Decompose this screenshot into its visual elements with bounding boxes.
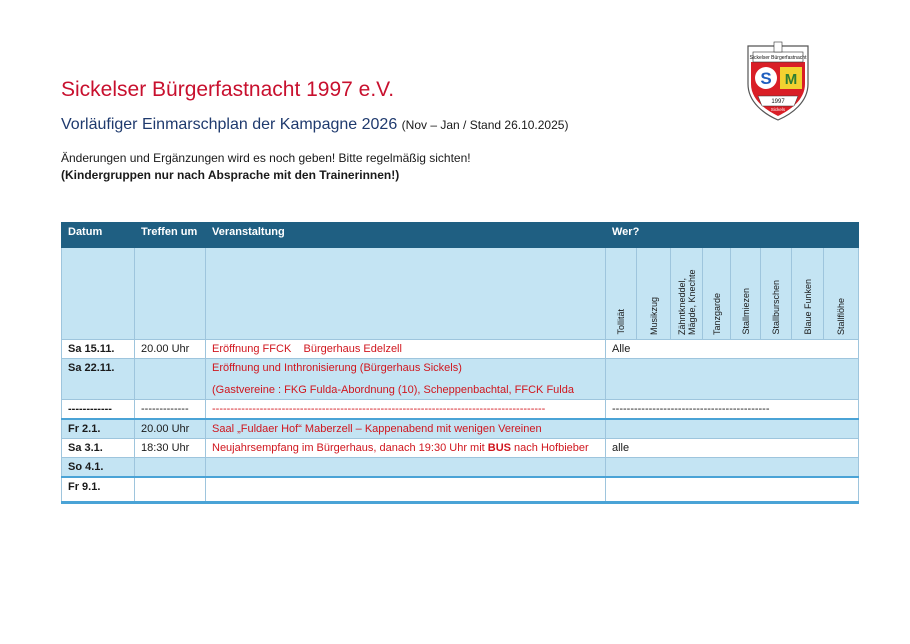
logo-bottom-text: Sickels: [770, 107, 786, 112]
row-event: [206, 458, 606, 478]
subtitle-text: Vorläufiger Einmarschplan der Kampagne 2026: [61, 116, 398, 133]
row-time: [135, 359, 206, 400]
subtitle-note: (Nov – Jan / Stand 26.10.2025): [401, 118, 569, 132]
row-event: -------------------------------------------------------------------------------------------: [206, 400, 606, 420]
table-row: [62, 400, 859, 420]
row-who: alle: [606, 439, 859, 458]
empty-cell: [206, 248, 606, 340]
info-line-2: (Kindergruppen nur nach Absprache mit den Trainerinnen!): [61, 168, 400, 182]
logo-letter-left: S: [760, 69, 772, 88]
group-blaue-funken: [792, 248, 824, 340]
header-veranstaltung: Veranstaltung: [206, 223, 606, 248]
group-label: Zähntkneddel, Mägde, Knechte: [676, 269, 697, 335]
group-tanzgarde: [703, 248, 731, 340]
row-time: [135, 477, 206, 503]
empty-cell: [135, 248, 206, 340]
table-row: [62, 458, 859, 478]
row-who: [606, 359, 859, 400]
row-date: Fr 9.1.: [62, 477, 135, 503]
group-tollitaet: [606, 248, 637, 340]
group-musikzug: [637, 248, 671, 340]
table-header-row: [62, 223, 859, 248]
row-date: Fr 2.1.: [62, 419, 135, 439]
logo-year: 1997: [771, 99, 785, 105]
row-time: 18:30 Uhr: [135, 439, 206, 458]
row-event-after: nach Hofbieber: [511, 442, 589, 454]
row-time: [135, 458, 206, 478]
group-stallburschen: [761, 248, 792, 340]
group-zaehntkneddel: [671, 248, 703, 340]
group-label: Stallflöhe: [836, 297, 847, 335]
group-label: Tollität: [616, 309, 626, 335]
schedule-table: [61, 222, 859, 504]
row-time: 20.00 Uhr: [135, 419, 206, 439]
table-row: [62, 439, 859, 458]
header-datum: Datum: [62, 223, 135, 248]
group-label: Musikzug: [648, 296, 659, 335]
row-date: Sa 22.11.: [62, 359, 135, 400]
group-stallfloehe: [824, 248, 859, 340]
empty-cell: [62, 248, 135, 340]
table-row: [62, 359, 859, 400]
row-who: [606, 419, 859, 439]
header-wer: Wer?: [606, 223, 859, 248]
row-date: Sa 15.11.: [62, 340, 135, 359]
group-label: Stallburschen: [771, 280, 781, 335]
table-row: [62, 419, 859, 439]
row-event: [206, 477, 606, 503]
info-line-1: Änderungen und Ergänzungen wird es noch geben! Bitte regelmäßig sichten!: [61, 151, 471, 165]
row-event-text: Neujahrsempfang im Bürgerhaus, danach 19:30 Uhr mit: [212, 442, 488, 454]
row-time: 20.00 Uhr: [135, 340, 206, 359]
logo-letter-right: M: [784, 71, 798, 88]
group-label: Stallmiezen: [740, 288, 751, 335]
row-date: Sa 3.1.: [62, 439, 135, 458]
row-who: [606, 477, 859, 503]
row-event: [206, 359, 606, 400]
row-event: Eröffnung FFCK Bürgerhaus Edelzell: [206, 340, 606, 359]
group-header-row: [62, 248, 859, 340]
table-row: [62, 477, 859, 503]
row-event-bus: BUS: [487, 442, 511, 454]
row-event: Saal „Fuldaer Hof“ Maberzell – Kappenabend mit wenigen Vereinen: [206, 419, 606, 439]
row-who: -------------------------------------------: [606, 400, 859, 420]
row-event-line1: Eröffnung und Inthronisierung (Bürgerhaus Sickels): [212, 362, 462, 374]
logo-banner-text: Sickelser Bürgerfastnacht: [749, 55, 807, 61]
row-date: So 4.1.: [62, 458, 135, 478]
row-time: -------------: [135, 400, 206, 420]
page-title: Sickelser Bürgerfastnacht 1997 e.V.: [61, 78, 395, 101]
row-who: Alle: [606, 340, 859, 359]
row-date: ------------: [62, 400, 135, 420]
page-subtitle: [61, 116, 568, 134]
row-who: [606, 458, 859, 478]
row-event-line2: (Gastvereine : FKG Fulda-Abordnung (10), Scheppenbachtal, FFCK Fulda: [212, 384, 574, 396]
group-label: Blaue Funken: [802, 279, 813, 335]
header-treffen: Treffen um: [135, 223, 206, 248]
table-row: [62, 340, 859, 359]
row-event: [206, 439, 606, 458]
group-stallmiezen: [731, 248, 761, 340]
group-label: Tanzgarde: [711, 292, 722, 335]
club-crest-logo: [744, 40, 812, 122]
